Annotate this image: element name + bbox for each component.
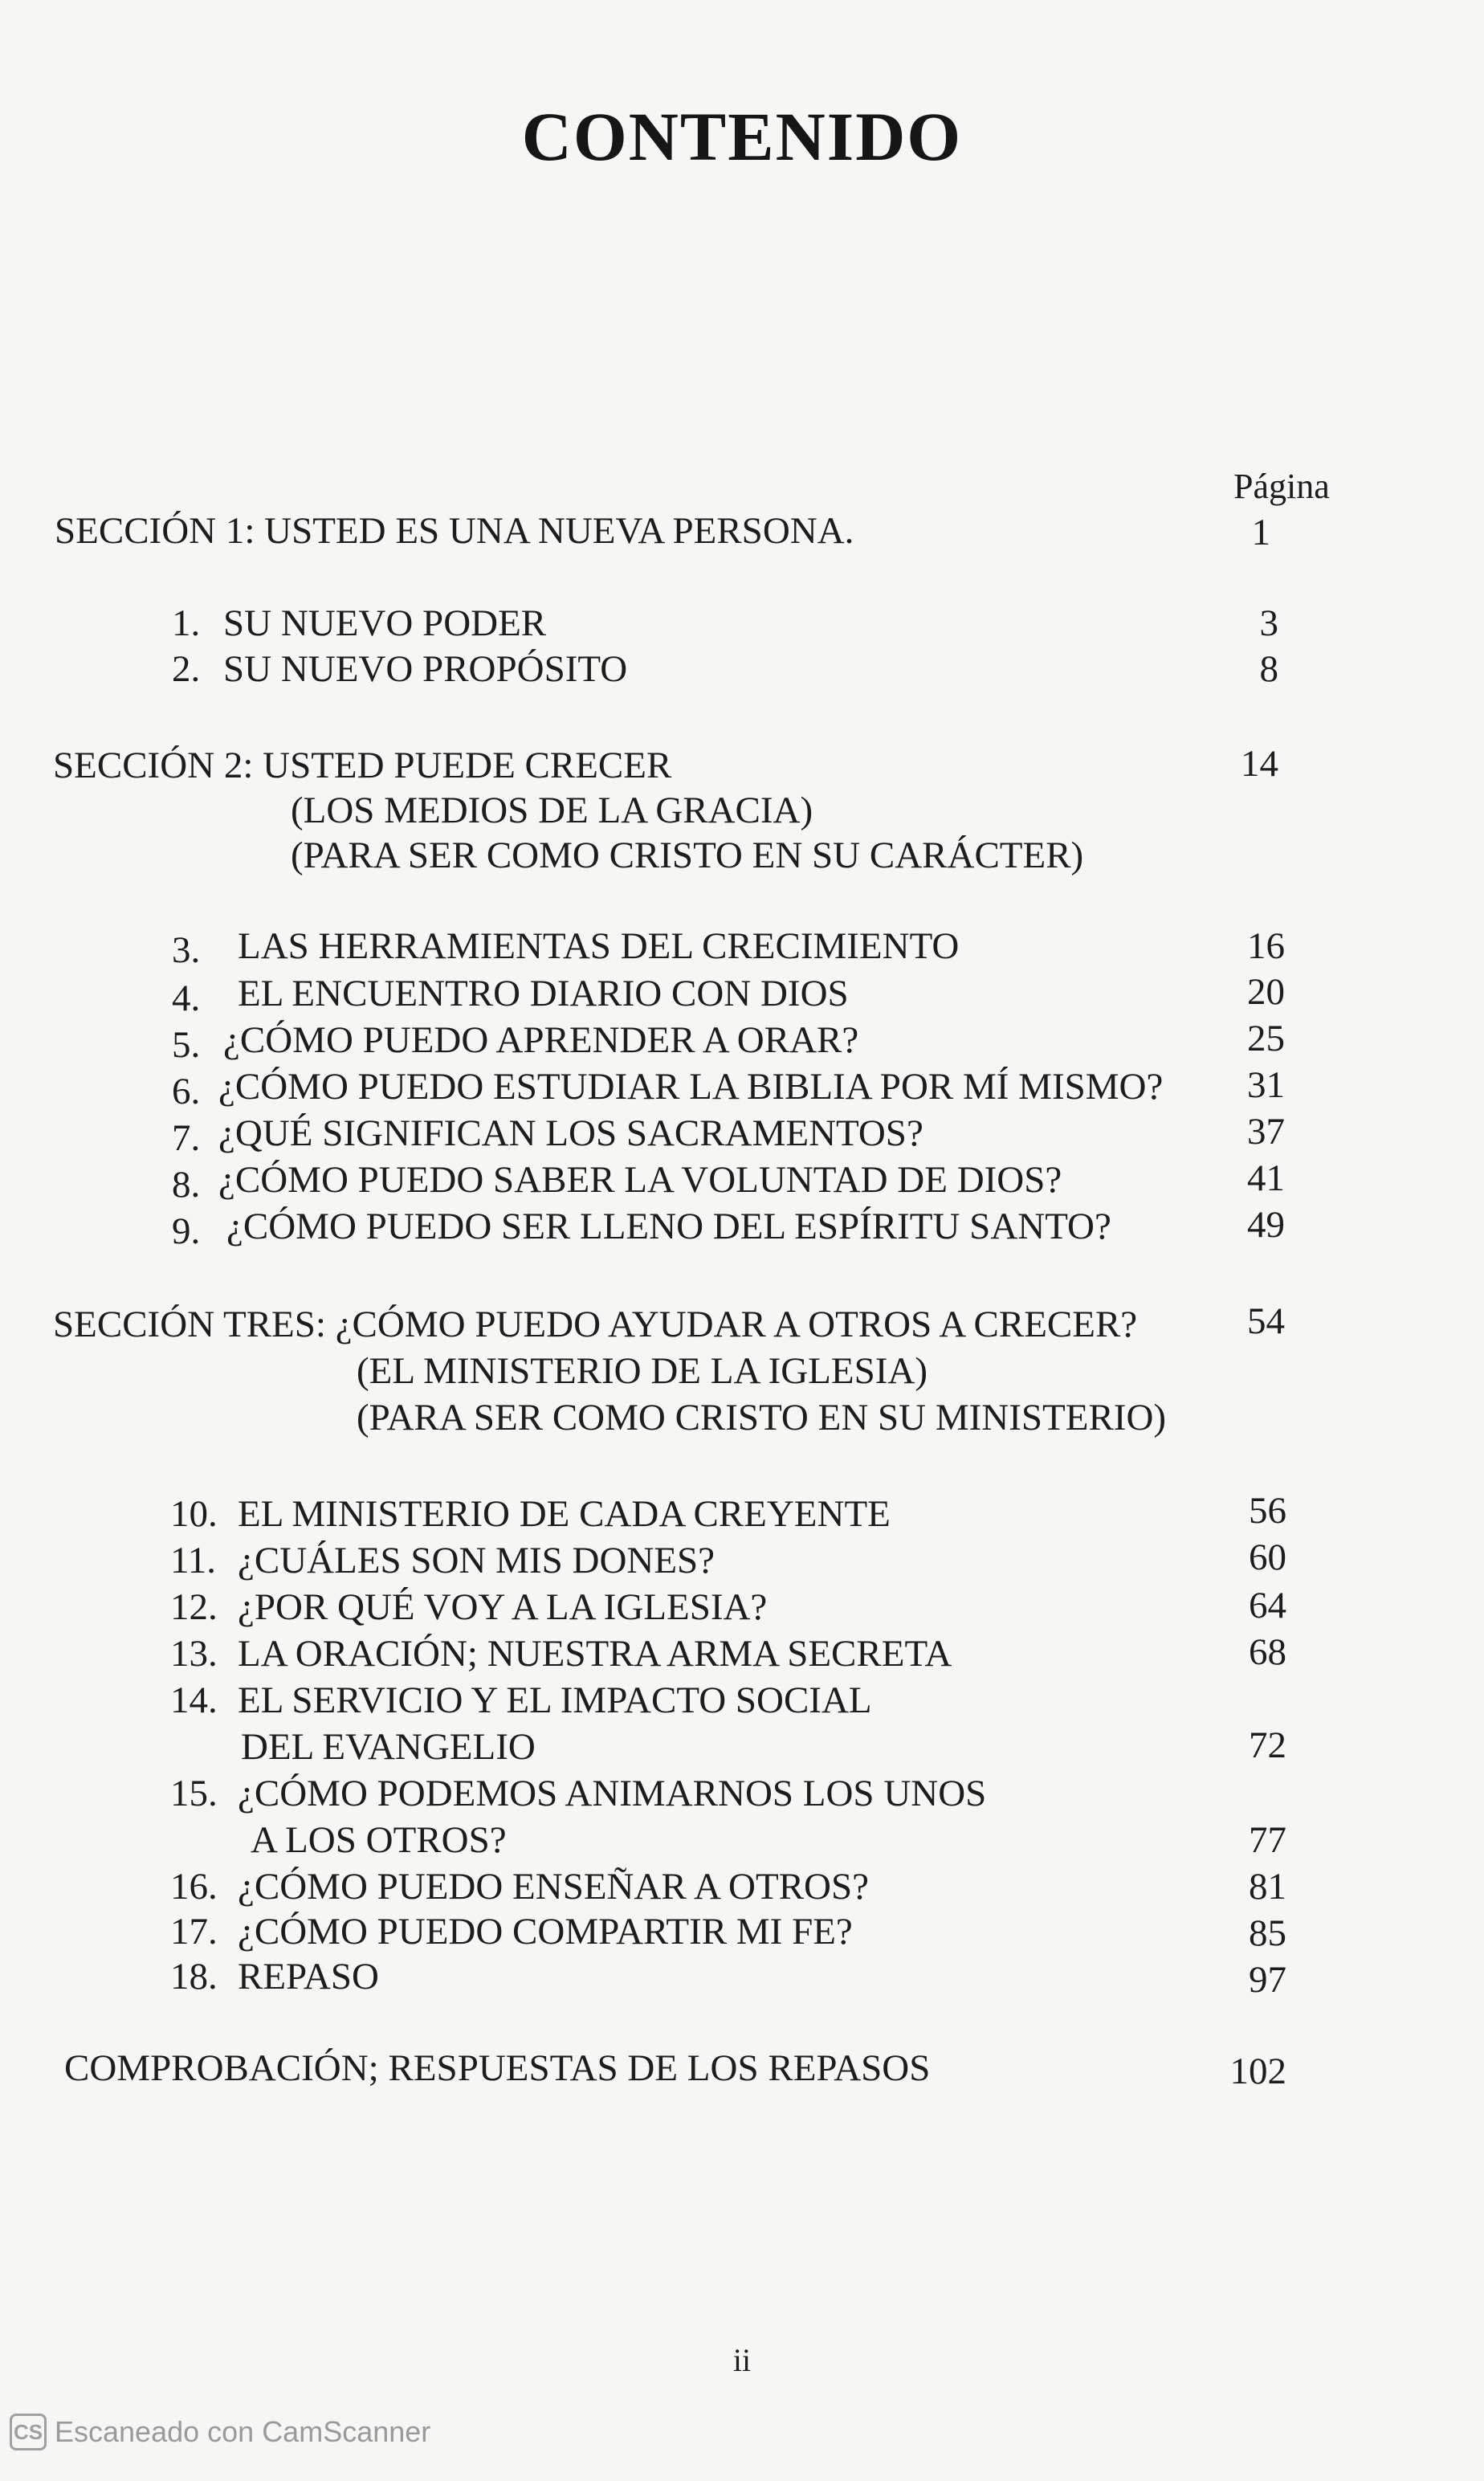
- camscanner-watermark: [10, 2414, 430, 2450]
- chapter-6-page: 31: [1247, 1064, 1285, 1106]
- chapter-15-title: ¿CÓMO PODEMOS ANIMARNOS LOS UNOS: [238, 1773, 987, 1814]
- chapter-16-page: 81: [1249, 1866, 1286, 1908]
- chapter-11-title: ¿CUÁLES SON MIS DONES?: [238, 1540, 716, 1581]
- chapter-18-page: 97: [1249, 1959, 1286, 2001]
- section-3-subtitle-1: (EL MINISTERIO DE LA IGLESIA): [357, 1350, 928, 1392]
- chapter-14-number: 14.: [170, 1679, 218, 1721]
- chapter-17-number: 17.: [170, 1911, 218, 1953]
- chapter-8-number: 8.: [172, 1164, 201, 1206]
- chapter-3-number: 3.: [172, 929, 201, 971]
- chapter-2-page: 8: [1259, 648, 1278, 690]
- chapter-5-page: 25: [1247, 1018, 1285, 1059]
- section-3-title: SECCIÓN TRES: ¿CÓMO PUEDO AYUDAR A OTROS A CRECER?: [53, 1304, 1138, 1345]
- chapter-15-title-continued: A LOS OTROS?: [251, 1819, 507, 1861]
- section-2-title: SECCIÓN 2: USTED PUEDE CRECER: [53, 745, 672, 786]
- watermark-text: Escaneado con CamScanner: [55, 2415, 431, 2448]
- page-title: CONTENIDO: [521, 98, 963, 175]
- chapter-7-page: 37: [1247, 1111, 1285, 1153]
- chapter-5-title: ¿CÓMO PUEDO APRENDER A ORAR?: [223, 1019, 859, 1061]
- section-2-subtitle-2: (PARA SER COMO CRISTO EN SU CARÁCTER): [291, 834, 1084, 876]
- chapter-3-page: 16: [1247, 925, 1285, 967]
- chapter-4-title: EL ENCUENTRO DIARIO CON DIOS: [238, 973, 849, 1014]
- chapter-17-page: 85: [1249, 1912, 1286, 1954]
- chapter-12-number: 12.: [170, 1586, 218, 1628]
- chapter-15-number: 15.: [170, 1773, 218, 1814]
- chapter-14-page: 72: [1249, 1724, 1286, 1766]
- chapter-4-page: 20: [1247, 971, 1285, 1013]
- chapter-3-title: LAS HERRAMIENTAS DEL CRECIMIENTO: [238, 925, 960, 967]
- chapter-13-title: LA ORACIÓN; NUESTRA ARMA SECRETA: [238, 1633, 952, 1675]
- chapter-9-number: 9.: [172, 1210, 201, 1252]
- chapter-8-page: 41: [1247, 1157, 1285, 1199]
- page-column-header: Página: [1233, 467, 1330, 506]
- chapter-16-number: 16.: [170, 1866, 218, 1908]
- section-1-title: SECCIÓN 1: USTED ES UNA NUEVA PERSONA.: [55, 510, 854, 552]
- chapter-4-number: 4.: [172, 977, 201, 1019]
- chapter-14-title: EL SERVICIO Y EL IMPACTO SOCIAL: [238, 1679, 872, 1721]
- chapter-10-title: EL MINISTERIO DE CADA CREYENTE: [238, 1493, 891, 1535]
- chapter-15-page: 77: [1249, 1819, 1286, 1861]
- answers-entry-page: 102: [1229, 2050, 1286, 2092]
- chapter-5-number: 5.: [172, 1024, 201, 1066]
- chapter-18-number: 18.: [170, 1956, 218, 1997]
- answers-entry-title: COMPROBACIÓN; RESPUESTAS DE LOS REPASOS: [64, 2047, 931, 2089]
- chapter-13-page: 68: [1249, 1631, 1286, 1673]
- chapter-11-page: 60: [1249, 1536, 1286, 1578]
- camscanner-logo-icon: CS: [10, 2414, 47, 2450]
- chapter-6-number: 6.: [172, 1071, 201, 1112]
- chapter-7-number: 7.: [172, 1117, 201, 1159]
- chapter-12-title: ¿POR QUÉ VOY A LA IGLESIA?: [238, 1586, 768, 1628]
- chapter-2-number: 2.: [172, 648, 201, 690]
- chapter-17-title: ¿CÓMO PUEDO COMPARTIR MI FE?: [238, 1911, 853, 1953]
- page-number: ii: [732, 2342, 752, 2378]
- chapter-13-number: 13.: [170, 1633, 218, 1675]
- chapter-11-number: 11.: [170, 1540, 217, 1581]
- chapter-2-title: SU NUEVO PROPÓSITO: [223, 648, 628, 690]
- section-1-page: 1: [1251, 512, 1270, 553]
- chapter-10-page: 56: [1249, 1490, 1286, 1532]
- chapter-1-number: 1.: [172, 602, 201, 644]
- chapter-6-title: ¿CÓMO PUEDO ESTUDIAR LA BIBLIA POR MÍ MISMO?: [218, 1066, 1164, 1108]
- section-2-subtitle-1: (LOS MEDIOS DE LA GRACIA): [291, 790, 813, 831]
- chapter-9-page: 49: [1247, 1204, 1285, 1246]
- chapter-8-title: ¿CÓMO PUEDO SABER LA VOLUNTAD DE DIOS?: [218, 1159, 1062, 1201]
- chapter-14-title-continued: DEL EVANGELIO: [241, 1726, 536, 1768]
- chapter-10-number: 10.: [170, 1493, 218, 1535]
- chapter-12-page: 64: [1249, 1585, 1286, 1626]
- chapter-7-title: ¿QUÉ SIGNIFICAN LOS SACRAMENTOS?: [218, 1112, 923, 1154]
- chapter-1-page: 3: [1259, 602, 1278, 644]
- chapter-9-title: ¿CÓMO PUEDO SER LLENO DEL ESPÍRITU SANTO?: [226, 1206, 1111, 1247]
- section-2-page: 14: [1241, 743, 1278, 785]
- section-3-page: 54: [1247, 1300, 1285, 1342]
- chapter-18-title: REPASO: [238, 1956, 379, 1997]
- chapter-1-title: SU NUEVO PODER: [223, 602, 547, 644]
- chapter-16-title: ¿CÓMO PUEDO ENSEÑAR A OTROS?: [238, 1866, 869, 1908]
- section-3-subtitle-2: (PARA SER COMO CRISTO EN SU MINISTERIO): [357, 1397, 1167, 1438]
